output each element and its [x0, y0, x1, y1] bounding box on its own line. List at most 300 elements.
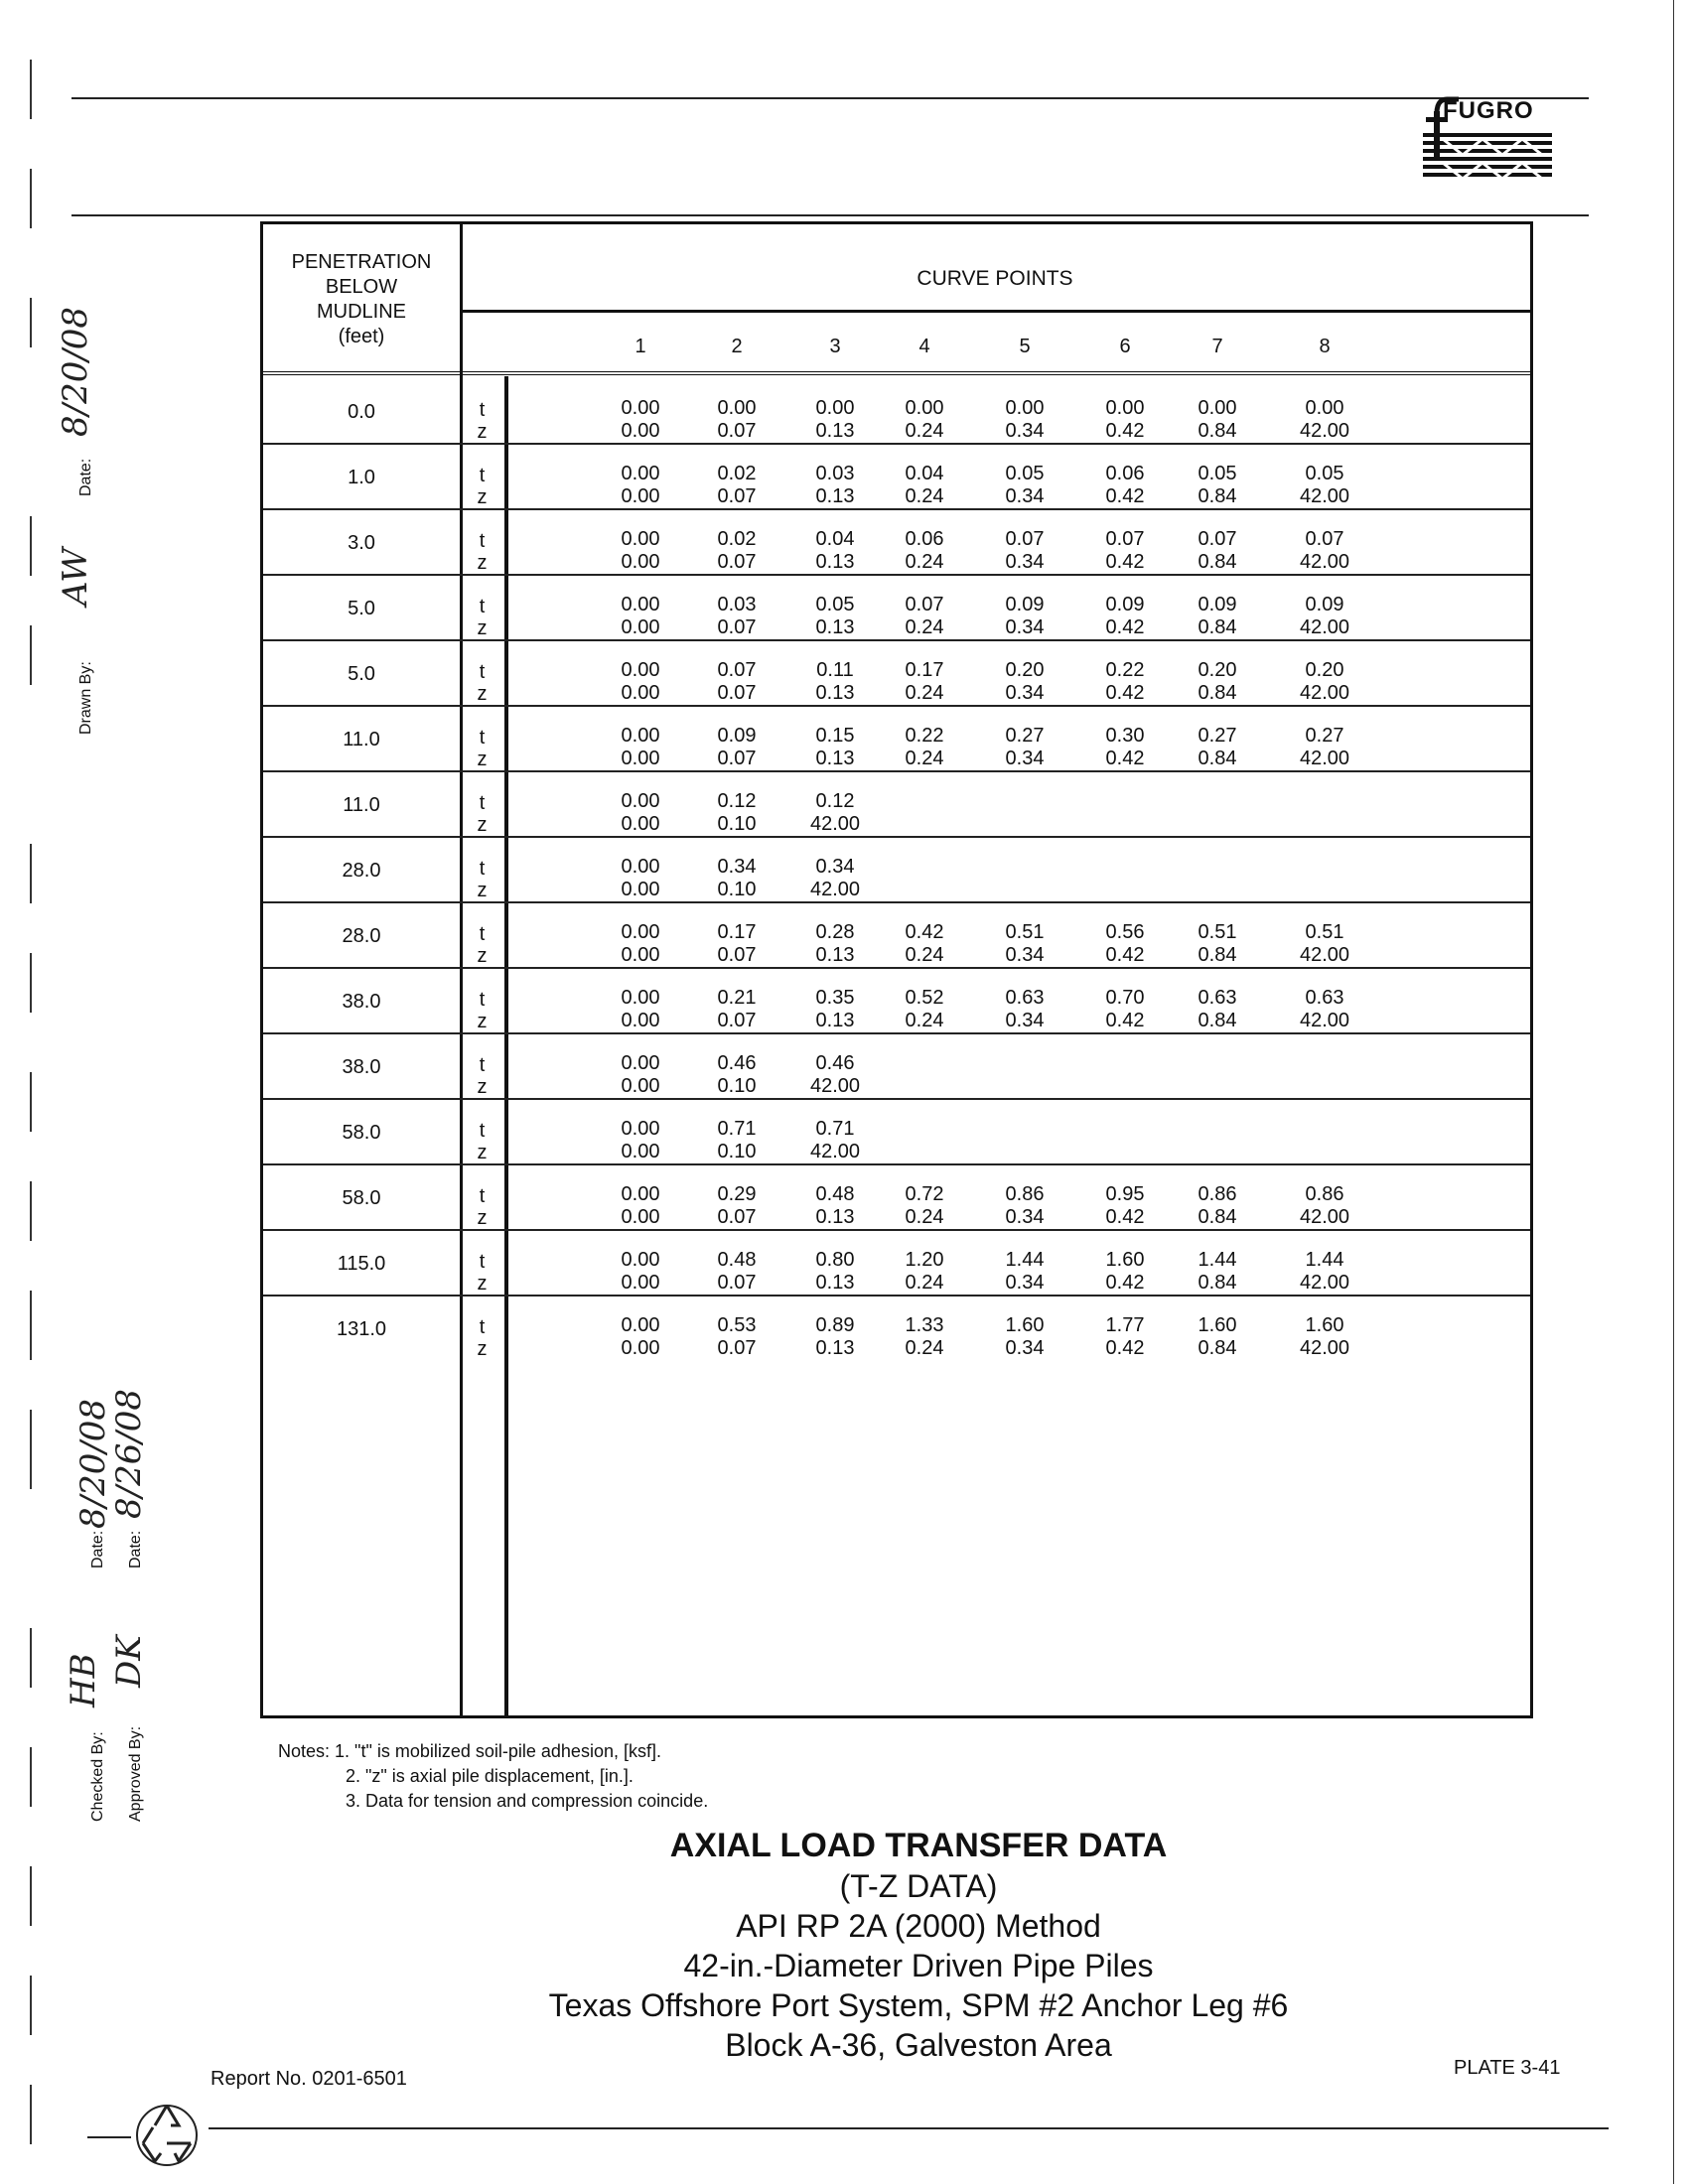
note-2 [278, 1764, 708, 1789]
table-row [263, 1100, 1530, 1165]
z-value: 0.07 [717, 944, 757, 966]
t-value: 0.86 [1305, 1183, 1344, 1205]
top-rule [71, 97, 1589, 99]
penetration-header [263, 250, 460, 349]
penetration-value: 28.0 [342, 925, 381, 947]
z-label: z [477, 1142, 488, 1163]
z-value: 0.00 [621, 1141, 660, 1162]
z-value: 0.84 [1198, 551, 1237, 573]
t-value: 0.89 [815, 1314, 855, 1336]
t-value: 0.12 [717, 790, 757, 812]
z-value: 0.42 [1105, 420, 1145, 442]
t-label: t [479, 465, 486, 486]
t-value: 1.60 [1305, 1314, 1344, 1336]
t-value: 0.04 [815, 528, 855, 550]
t-value: 0.00 [1005, 397, 1045, 419]
t-value: 1.44 [1305, 1249, 1344, 1271]
t-value: 0.51 [1198, 921, 1237, 943]
penetration-value: 38.0 [342, 991, 381, 1013]
t-value: 0.07 [717, 659, 757, 681]
z-value: 0.07 [717, 1337, 757, 1359]
binder-mark [30, 298, 32, 347]
table-row [263, 445, 1530, 510]
t-label: t [479, 1054, 486, 1076]
approved-date-label: Date: [127, 1530, 144, 1569]
curve-point-column-header: 4 [918, 336, 930, 357]
z-label: z [477, 421, 488, 443]
z-value: 0.13 [815, 1010, 855, 1031]
t-value: 0.11 [816, 659, 854, 681]
t-value: 0.12 [815, 790, 855, 812]
t-value: 0.00 [905, 397, 944, 419]
t-value: 1.44 [1198, 1249, 1237, 1271]
t-value: 0.09 [1005, 594, 1045, 615]
t-label: t [479, 792, 486, 814]
t-value: 1.60 [1198, 1314, 1237, 1336]
z-value: 0.42 [1105, 1206, 1145, 1228]
table-row [263, 838, 1530, 903]
table-row [263, 1297, 1530, 1362]
z-value: 0.34 [1005, 682, 1045, 704]
curve-points-header: CURVE POINTS [916, 267, 1073, 290]
t-value: 0.07 [1198, 528, 1237, 550]
t-value: 0.20 [1305, 659, 1344, 681]
z-value: 0.24 [905, 1337, 944, 1359]
z-value: 0.13 [815, 748, 855, 769]
t-label: t [479, 596, 486, 617]
t-label: t [479, 1316, 486, 1338]
t-label: t [479, 923, 486, 945]
z-value: 0.07 [717, 682, 757, 704]
z-value: 0.84 [1198, 944, 1237, 966]
approved-date-signature: 8/26/08 [109, 1388, 149, 1519]
t-value: 0.63 [1305, 987, 1344, 1009]
z-value: 0.84 [1198, 420, 1237, 442]
z-label: z [477, 1273, 488, 1295]
z-value: 0.00 [621, 1075, 660, 1097]
curve-point-column-header: 6 [1119, 336, 1131, 357]
t-value: 0.00 [621, 397, 660, 419]
recycle-icon [127, 2098, 207, 2167]
drawn-by-label: Drawn By: [77, 661, 94, 735]
binder-mark [30, 1628, 32, 1688]
z-value: 0.34 [1005, 1206, 1045, 1228]
z-value: 0.34 [1005, 485, 1045, 507]
t-value: 0.05 [1305, 463, 1344, 484]
t-value: 0.29 [717, 1183, 757, 1205]
checked-by-label: Checked By: [89, 1731, 106, 1822]
penetration-value: 115.0 [337, 1253, 386, 1275]
curve-point-column-header: 3 [829, 336, 841, 357]
date-label: Date: [77, 458, 94, 496]
z-label: z [477, 945, 488, 967]
t-value: 0.30 [1105, 725, 1145, 747]
z-value: 0.00 [621, 551, 660, 573]
plate-subtitle-line: API RP 2A (2000) Method [736, 1908, 1101, 1944]
z-label: z [477, 683, 488, 705]
t-value: 1.60 [1105, 1249, 1145, 1271]
z-value: 0.42 [1105, 748, 1145, 769]
z-value: 42.00 [1299, 748, 1350, 769]
table-row [263, 1034, 1530, 1100]
t-value: 0.05 [1198, 463, 1237, 484]
z-label: z [477, 552, 488, 574]
bottom-rule [209, 2127, 1609, 2129]
table-row [263, 707, 1530, 772]
t-value: 0.86 [1198, 1183, 1237, 1205]
t-value: 1.20 [905, 1249, 944, 1271]
penetration-value: 11.0 [343, 729, 380, 751]
z-value: 0.07 [717, 551, 757, 573]
table-row [263, 1231, 1530, 1297]
binder-mark [30, 1291, 32, 1360]
t-value: 0.02 [717, 528, 757, 550]
z-value: 0.34 [1005, 748, 1045, 769]
fugro-logo [1423, 95, 1557, 187]
binder-mark [30, 1747, 32, 1807]
binder-mark [30, 1976, 32, 2035]
t-value: 0.48 [717, 1249, 757, 1271]
t-label: t [479, 1251, 486, 1273]
z-value: 42.00 [1299, 551, 1350, 573]
z-value: 0.24 [905, 420, 944, 442]
note-1 [278, 1739, 708, 1764]
plate-subtitle-line: 42-in.-Diameter Driven Pipe Piles [683, 1948, 1154, 1983]
t-value: 0.09 [717, 725, 757, 747]
curve-point-column-header: 5 [1019, 336, 1031, 357]
z-value: 0.07 [717, 616, 757, 638]
note-text: 1. "t" is mobilized soil-pile adhesion, [ksf]. [335, 1741, 661, 1761]
t-value: 0.27 [1198, 725, 1237, 747]
t-label: t [479, 1120, 486, 1142]
t-value: 0.00 [621, 987, 660, 1009]
z-value: 0.84 [1198, 682, 1237, 704]
t-value: 0.20 [1198, 659, 1237, 681]
z-value: 0.34 [1005, 944, 1045, 966]
z-value: 0.34 [1005, 420, 1045, 442]
z-value: 0.34 [1005, 616, 1045, 638]
binder-mark [30, 516, 32, 576]
z-value: 0.00 [621, 748, 660, 769]
table-row [263, 576, 1530, 641]
t-label: t [479, 1185, 486, 1207]
note-text: 2. "z" is axial pile displacement, [in.]. [346, 1766, 634, 1786]
t-value: 0.00 [1305, 397, 1344, 419]
t-value: 0.17 [717, 921, 757, 943]
t-value: 0.42 [905, 921, 944, 943]
z-value: 0.07 [717, 1010, 757, 1031]
right-edge-line [1673, 0, 1674, 2184]
t-value: 0.56 [1105, 921, 1145, 943]
z-value: 0.00 [621, 420, 660, 442]
t-value: 0.07 [905, 594, 944, 615]
penetration-header-line: PENETRATION [291, 251, 432, 273]
z-label: z [477, 1207, 488, 1229]
t-value: 0.28 [815, 921, 855, 943]
binder-mark [30, 1410, 32, 1489]
t-value: 0.00 [621, 594, 660, 615]
t-value: 0.80 [815, 1249, 855, 1271]
t-value: 0.46 [717, 1052, 757, 1074]
z-label: z [477, 1338, 488, 1360]
note-text: 3. Data for tension and compression coincide. [346, 1791, 709, 1811]
penetration-value: 5.0 [348, 663, 375, 685]
z-value: 0.42 [1105, 1337, 1145, 1359]
z-value: 0.13 [815, 420, 855, 442]
table-row [263, 969, 1530, 1034]
z-label: z [477, 749, 488, 770]
table-row [263, 1165, 1530, 1231]
z-value: 0.42 [1105, 616, 1145, 638]
z-value: 0.42 [1105, 944, 1145, 966]
z-value: 0.10 [717, 1075, 757, 1097]
t-value: 0.95 [1105, 1183, 1145, 1205]
header-rule [71, 214, 1589, 216]
z-value: 0.07 [717, 485, 757, 507]
z-value: 42.00 [1299, 1337, 1350, 1359]
report-number: Report No. 0201-6501 [211, 2068, 407, 2090]
z-value: 42.00 [1299, 485, 1350, 507]
z-value: 0.42 [1105, 682, 1145, 704]
t-value: 0.00 [815, 397, 855, 419]
curve-point-column-header: 7 [1211, 336, 1223, 357]
t-value: 0.03 [815, 463, 855, 484]
t-value: 0.34 [815, 856, 855, 878]
t-value: 0.00 [621, 1052, 660, 1074]
t-value: 0.05 [815, 594, 855, 615]
t-value: 0.63 [1005, 987, 1045, 1009]
t-value: 0.00 [621, 921, 660, 943]
t-value: 0.46 [815, 1052, 855, 1074]
curve-point-column-header: 2 [731, 336, 743, 357]
header-bottom-double-rule [263, 371, 1530, 375]
penetration-value: 58.0 [342, 1187, 381, 1209]
t-label: t [479, 727, 486, 749]
t-value: 0.51 [1305, 921, 1344, 943]
z-value: 0.00 [621, 944, 660, 966]
z-label: z [477, 814, 488, 836]
logo-text: FUGRO [1443, 97, 1534, 124]
t-value: 1.77 [1105, 1314, 1145, 1336]
checked-by-signature: HB [64, 1653, 103, 1707]
t-value: 0.07 [1305, 528, 1344, 550]
t-value: 0.00 [621, 1314, 660, 1336]
checked-date-label: Date: [89, 1530, 106, 1569]
t-value: 0.03 [717, 594, 757, 615]
z-value: 0.42 [1105, 551, 1145, 573]
t-value: 0.63 [1198, 987, 1237, 1009]
t-value: 0.86 [1005, 1183, 1045, 1205]
t-value: 0.51 [1005, 921, 1045, 943]
z-value: 0.07 [717, 420, 757, 442]
binder-mark [30, 953, 32, 1013]
t-value: 0.48 [815, 1183, 855, 1205]
t-value: 0.09 [1198, 594, 1237, 615]
binder-mark [30, 169, 32, 228]
plate-subtitle-line: (T-Z DATA) [839, 1868, 998, 1904]
t-label: t [479, 530, 486, 552]
plate-title: AXIAL LOAD TRANSFER DATA [669, 1827, 1168, 1864]
z-value: 0.42 [1105, 485, 1145, 507]
z-value: 0.07 [717, 1206, 757, 1228]
penetration-value: 131.0 [336, 1318, 387, 1340]
tz-data-table [260, 221, 1533, 1718]
t-value: 0.00 [621, 1249, 660, 1271]
t-label: t [479, 989, 486, 1011]
z-label: z [477, 1076, 488, 1098]
z-value: 0.34 [1005, 1272, 1045, 1294]
z-value: 42.00 [1299, 682, 1350, 704]
t-value: 1.33 [905, 1314, 944, 1336]
t-value: 0.21 [717, 987, 757, 1009]
table-row [263, 772, 1530, 838]
binder-mark [30, 1866, 32, 1926]
t-label: t [479, 858, 486, 880]
plate-title-block [457, 1825, 1380, 2065]
z-value: 0.00 [621, 1337, 660, 1359]
t-value: 0.04 [905, 463, 944, 484]
t-value: 0.17 [905, 659, 944, 681]
header-column-divider [460, 224, 463, 376]
z-value: 42.00 [1299, 1272, 1350, 1294]
z-value: 0.13 [815, 1272, 855, 1294]
penetration-value: 11.0 [343, 794, 380, 816]
z-value: 0.24 [905, 944, 944, 966]
date-signature: 8/20/08 [56, 306, 95, 437]
plate-subtitle-line: Texas Offshore Port System, SPM #2 Anchor Leg #6 [548, 1987, 1289, 2023]
t-value: 0.09 [1305, 594, 1344, 615]
approved-by-signature: DK [109, 1635, 149, 1688]
t-value: 0.02 [717, 463, 757, 484]
penetration-header-line: MUDLINE [316, 301, 406, 323]
t-value: 0.00 [621, 790, 660, 812]
z-value: 0.42 [1105, 1272, 1145, 1294]
t-value: 0.07 [1005, 528, 1045, 550]
z-value: 0.24 [905, 748, 944, 769]
binder-mark [30, 1181, 32, 1241]
t-value: 0.00 [621, 528, 660, 550]
t-value: 0.34 [717, 856, 757, 878]
z-value: 0.34 [1005, 1337, 1045, 1359]
z-label: z [477, 617, 488, 639]
drawn-by-signature: AW [56, 547, 95, 606]
t-value: 0.71 [815, 1118, 855, 1140]
t-value: 0.06 [905, 528, 944, 550]
t-value: 1.44 [1005, 1249, 1045, 1271]
z-value: 42.00 [809, 879, 861, 900]
t-value: 0.06 [1105, 463, 1145, 484]
t-value: 0.70 [1105, 987, 1145, 1009]
z-value: 0.13 [815, 944, 855, 966]
z-value: 0.24 [905, 1010, 944, 1031]
z-value: 42.00 [809, 1141, 861, 1162]
z-value: 0.84 [1198, 748, 1237, 769]
z-value: 0.13 [815, 616, 855, 638]
t-value: 0.00 [621, 725, 660, 747]
z-label: z [477, 880, 488, 901]
z-value: 0.10 [717, 879, 757, 900]
z-value: 0.00 [621, 813, 660, 835]
penetration-value: 58.0 [342, 1122, 381, 1144]
z-value: 42.00 [1299, 1206, 1350, 1228]
t-value: 0.09 [1105, 594, 1145, 615]
z-value: 0.84 [1198, 1206, 1237, 1228]
z-value: 0.00 [621, 1272, 660, 1294]
z-value: 42.00 [1299, 420, 1350, 442]
z-value: 0.00 [621, 879, 660, 900]
binder-mark [30, 625, 32, 685]
t-value: 0.52 [905, 987, 944, 1009]
t-label: t [479, 661, 486, 683]
z-value: 0.84 [1198, 1337, 1237, 1359]
z-value: 42.00 [1299, 944, 1350, 966]
t-value: 0.71 [717, 1118, 757, 1140]
z-value: 0.34 [1005, 551, 1045, 573]
z-value: 0.24 [905, 682, 944, 704]
penetration-header-line: (feet) [338, 326, 385, 347]
t-label: t [479, 399, 486, 421]
z-value: 0.07 [717, 748, 757, 769]
binder-mark [30, 1072, 32, 1132]
z-value: 42.00 [809, 1075, 861, 1097]
z-value: 0.84 [1198, 1272, 1237, 1294]
table-row [263, 379, 1530, 445]
z-value: 0.13 [815, 682, 855, 704]
z-value: 0.00 [621, 1010, 660, 1031]
t-value: 0.00 [621, 463, 660, 484]
penetration-value: 3.0 [348, 532, 375, 554]
z-value: 0.13 [815, 551, 855, 573]
t-value: 0.27 [1305, 725, 1344, 747]
z-value: 0.24 [905, 1272, 944, 1294]
z-value: 0.07 [717, 1272, 757, 1294]
note-3 [278, 1789, 708, 1814]
z-value: 0.00 [621, 1206, 660, 1228]
bottom-rule-left [87, 2136, 131, 2138]
t-value: 0.72 [905, 1183, 944, 1205]
t-value: 0.00 [621, 1183, 660, 1205]
table-row [263, 903, 1530, 969]
z-value: 0.13 [815, 1337, 855, 1359]
penetration-value: 28.0 [342, 860, 381, 882]
z-value: 0.84 [1198, 616, 1237, 638]
penetration-value: 0.0 [348, 401, 375, 423]
t-value: 0.35 [815, 987, 855, 1009]
t-value: 0.22 [905, 725, 944, 747]
penetration-value: 5.0 [348, 598, 375, 619]
penetration-value: 38.0 [342, 1056, 381, 1078]
t-value: 0.00 [1198, 397, 1237, 419]
z-label: z [477, 1011, 488, 1032]
binder-mark [30, 844, 32, 903]
z-value: 0.84 [1198, 485, 1237, 507]
z-value: 0.24 [905, 485, 944, 507]
z-value: 0.13 [815, 1206, 855, 1228]
z-value: 0.24 [905, 551, 944, 573]
t-value: 0.22 [1105, 659, 1145, 681]
z-value: 0.42 [1105, 1010, 1145, 1031]
z-value: 0.24 [905, 616, 944, 638]
t-value: 0.53 [717, 1314, 757, 1336]
t-value: 0.00 [1105, 397, 1145, 419]
z-value: 42.00 [809, 813, 861, 835]
notes-prefix: Notes: [278, 1741, 331, 1761]
z-value: 0.10 [717, 813, 757, 835]
z-value: 42.00 [1299, 616, 1350, 638]
t-value: 0.27 [1005, 725, 1045, 747]
t-value: 0.00 [621, 659, 660, 681]
t-value: 0.15 [815, 725, 855, 747]
